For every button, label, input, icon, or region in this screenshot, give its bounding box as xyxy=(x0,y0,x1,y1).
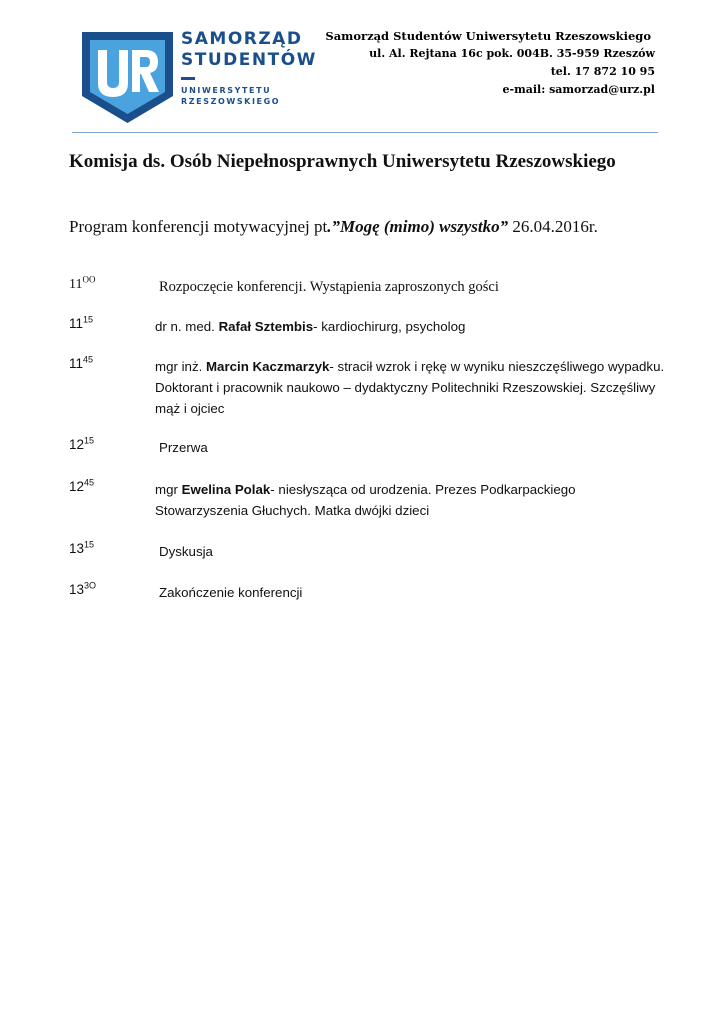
logo-line-2: STUDENTÓW xyxy=(181,50,317,70)
header-divider xyxy=(72,132,658,133)
schedule-description: Zakończenie konferencji xyxy=(159,585,303,600)
contact-email[interactable]: e-mail: samorzad@urz.pl xyxy=(502,83,655,96)
speaker-name: Rafał Sztembis xyxy=(218,319,314,334)
speaker-name: Ewelina Polak xyxy=(181,482,271,497)
schedule-description: Dyskusja xyxy=(159,544,213,559)
schedule-time: $13^{3O}$ xyxy=(69,580,97,597)
schedule-time: $12^{15}$ xyxy=(69,435,95,452)
logo-sub-2: RZESZOWSKIEGO xyxy=(181,97,281,106)
logo-sub-1: UNIWERSYTETU xyxy=(181,86,272,95)
program-date: 26.04.2016r. xyxy=(508,217,598,236)
conference-title: .”Mogę (mimo) wszystko” xyxy=(327,217,509,236)
schedule-time: $12^{45}$ xyxy=(69,477,95,494)
schedule-description: mgr inż. Marcin Kaczmarzyk- stracił wzrok i rękę w wyniku nieszczęśliwego wypadku. Doktorant i pracownik naukowo – dydaktyczny Politechniki Rzeszowskiej. Szczęśliwy mąż i ojciec xyxy=(155,359,665,416)
logo-wordmark xyxy=(181,29,317,107)
schedule-description: Przerwa xyxy=(159,440,208,455)
contact-block xyxy=(325,27,655,99)
ur-logo-shield-icon xyxy=(80,30,175,125)
program-title xyxy=(69,217,598,237)
contact-phone: tel. 17 872 10 95 xyxy=(550,65,655,78)
contact-address: ul. Al. Rejtana 16c pok. 004B. 35-959 Rzeszów xyxy=(369,47,655,60)
logo-line-1: SAMORZĄD xyxy=(181,29,303,49)
schedule-time: $11^{OO}$ xyxy=(69,274,96,292)
schedule-description: mgr Ewelina Polak- niesłysząca od urodzenia. Prezes Podkarpackiego Stowarzyszenia Głuchych. Matka dwójki dzieci xyxy=(155,482,576,518)
program-prefix: Program konferencji motywacyjnej pt xyxy=(69,217,328,236)
schedule-time: $11^{15}$ xyxy=(69,314,94,331)
schedule-description: Rozpoczęcie konferencji. Wystąpienia zaproszonych gości xyxy=(159,279,499,295)
schedule-time: $11^{45}$ xyxy=(69,354,94,371)
schedule-description: dr n. med. Rafał Sztembis- kardiochirurg, psycholog xyxy=(155,319,466,334)
schedule-time: $13^{15}$ xyxy=(69,539,95,556)
contact-org: Samorząd Studentów Uniwersytetu Rzeszowskiego xyxy=(325,29,651,43)
document-heading: Komisja ds. Osób Niepełnosprawnych Uniwersytetu Rzeszowskiego xyxy=(69,151,616,172)
logo-dash xyxy=(181,77,195,80)
speaker-name: Marcin Kaczmarzyk xyxy=(205,359,330,374)
